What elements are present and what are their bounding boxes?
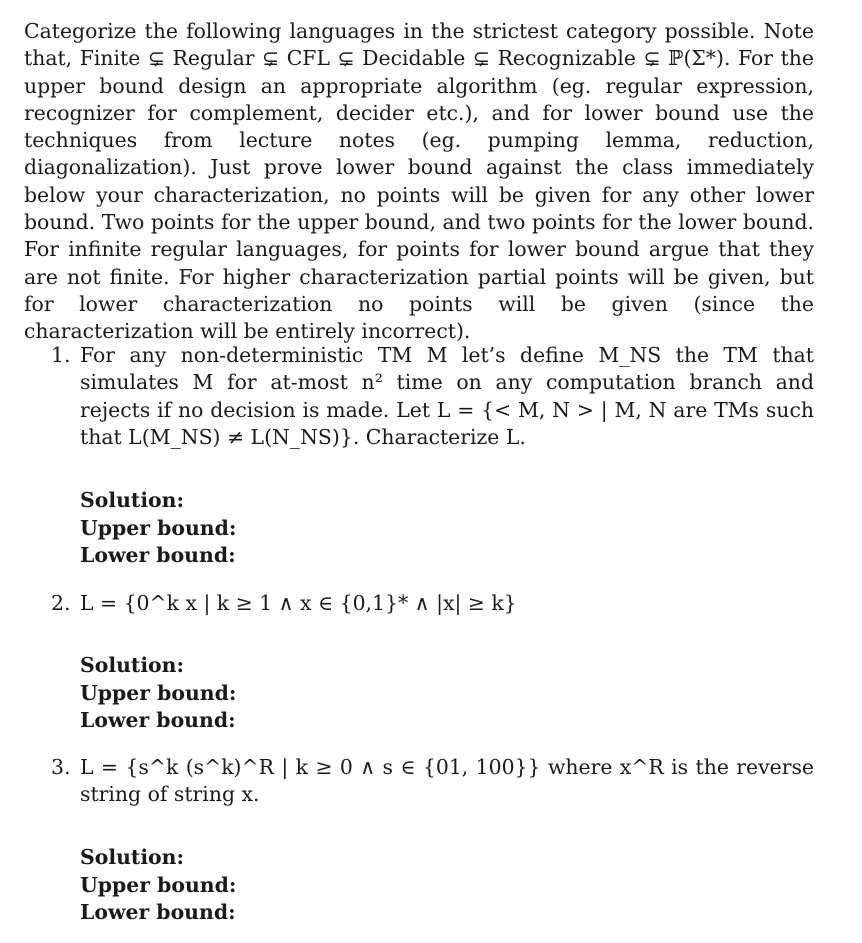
lower-bound-label: Lower bound: (80, 543, 236, 567)
solution-label: Solution: (80, 488, 185, 512)
item-1-number: 1. (51, 343, 71, 367)
item-2-solution-block (80, 652, 236, 735)
upper-bound-label: Upper bound: (80, 680, 237, 705)
item-2-number: 2. (51, 591, 71, 615)
upper-bound-label: Upper bound: (80, 872, 237, 897)
upper-bound-label: Upper bound: (80, 515, 237, 540)
solution-label: Solution: (80, 845, 185, 869)
item-3-text: L = {s^k (s^k)^R | k ≥ 0 ∧ s ∈ {01, 100}} where x^R is the reverse string of string x. (80, 755, 814, 807)
lower-bound-label: Lower bound: (80, 900, 236, 924)
item-3-number: 3. (51, 755, 71, 779)
item-1-solution-block (80, 487, 236, 570)
item-2-text: L = {0^k x | k ≥ 1 ∧ x ∈ {0,1}* ∧ |x| ≥ k} (80, 591, 517, 615)
instructions-paragraph: Categorize the following languages in the strictest category possible. Note that, Finite ⊊ Regular ⊊ CFL ⊊ Decidable ⊊ Recognizable ⊊ ℙ(Σ*). For the upper bound design an appropriate algorithm (eg. regular expression, recognizer for complement, decider etc.), and for lower bound use the techniques from lecture notes (eg. pumping lemma, reduction, diagonalization). Just prove lower bound against the class immediately below your characterization, no points will be given for any other lower bound. Two points for the upper bound, and two points for the lower bound. For infinite regular languages, for points for lower bound argue that they are not finite. For higher characterization partial points will be given, but for lower characterization no points will be given (since the characterization will be entirely incorrect). (24, 19, 814, 344)
lower-bound-label: Lower bound: (80, 708, 236, 732)
solution-label: Solution: (80, 653, 185, 677)
item-1-text: For any non-deterministic TM M let’s define M_NS the TM that simulates M for at-most n² time on any computation branch and rejects if no decision is made. Let L = {< M, N > | M, N are TMs such that L(M_NS) ≠ L(N_NS)}. Characterize L. (80, 343, 814, 449)
item-3-solution-block (80, 844, 236, 927)
